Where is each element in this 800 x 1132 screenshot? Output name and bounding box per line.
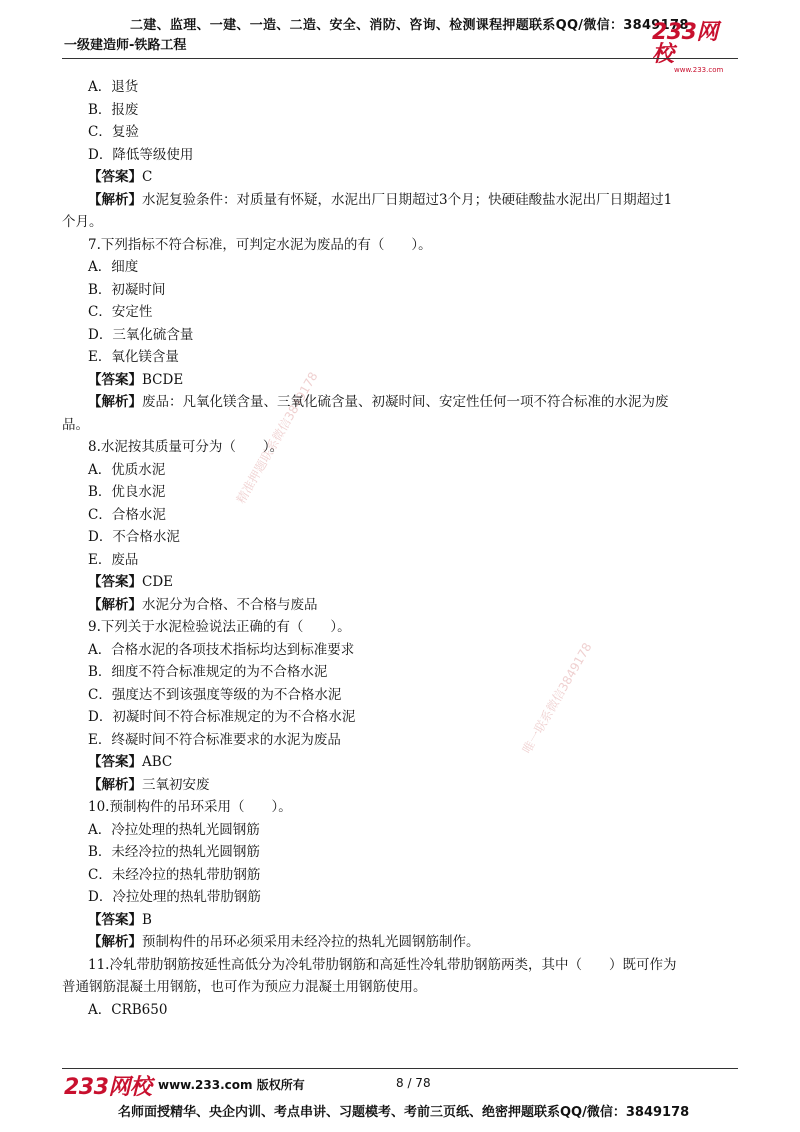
option: D．初凝时间不符合标准规定的为不合格水泥 <box>88 709 356 725</box>
explanation-line <box>62 931 738 954</box>
page-number: 8 / 78 <box>396 1076 431 1090</box>
explanation-label: 【解析】 <box>88 776 142 793</box>
option: B．报废 <box>88 101 139 118</box>
answer-label: 【答案】 <box>88 574 142 590</box>
answer-line <box>62 571 738 594</box>
header-promo-text: 二建、监理、一建、一造、二造、安全、消防、咨询、检测课程押题联系QQ/微信：3849178 <box>130 18 689 33</box>
logo-url: www.233.com <box>674 66 724 74</box>
watermark: 精准押题联系微信3849178 <box>233 369 321 506</box>
option: A．冷拉处理的热轧光圆钢筋 <box>88 821 260 838</box>
explanation-label: 【解析】 <box>88 394 142 410</box>
option: C．复验 <box>88 124 139 140</box>
footer-logo[interactable]: 233网校 <box>64 1075 152 1100</box>
option: A．优质水泥 <box>88 461 166 478</box>
answer-line <box>62 166 738 189</box>
question-stem: 8.水泥按其质量可分为（ ）。 <box>88 439 284 455</box>
option: D．三氧化硫含量 <box>88 326 194 343</box>
explanation-label: 【解析】 <box>88 596 142 613</box>
logo-text: 233网校 <box>652 20 718 67</box>
answer-value: C <box>142 169 153 185</box>
explanation-line <box>62 774 738 797</box>
explanation-text: 三氧初安废 <box>142 776 210 793</box>
explanation-label: 【解析】 <box>88 934 142 950</box>
explanation-line <box>62 391 738 414</box>
option: C．强度达不到该强度等级的为不合格水泥 <box>88 686 342 703</box>
answer-value: BCDE <box>142 371 184 388</box>
footer-promo-text: 名师面授精华、央企内训、考点串讲、习题模考、考前三页纸、绝密押题联系QQ/微信：3849178 <box>118 1105 690 1120</box>
option: C．合格水泥 <box>88 506 166 523</box>
watermark: 唯一联系微信3849178 <box>519 640 595 756</box>
question-stem: 7.下列指标不符合标准，可判定水泥为废品的有（ ）。 <box>88 236 432 253</box>
option: B．细度不符合标准规定的为不合格水泥 <box>88 664 328 680</box>
option: B．未经冷拉的热轧光圆钢筋 <box>88 844 260 860</box>
option: D．冷拉处理的热轧带肋钢筋 <box>88 889 261 905</box>
document-body <box>62 76 738 1021</box>
site-logo[interactable] <box>652 20 736 74</box>
explanation-label: 【解析】 <box>88 191 142 208</box>
header-rule <box>62 58 738 59</box>
option: C．未经冷拉的热轧带肋钢筋 <box>88 866 261 883</box>
option: B．初凝时间 <box>88 281 166 298</box>
answer-value: CDE <box>142 574 174 590</box>
explanation-line <box>62 594 738 617</box>
answer-line <box>62 369 738 392</box>
option: E．氧化镁含量 <box>88 349 179 365</box>
option: B．优良水泥 <box>88 484 166 500</box>
option: A．细度 <box>88 259 139 275</box>
footer-copyright: www.233.com 版权所有 <box>158 1078 305 1092</box>
question-stem: 10.预制构件的吊环采用（ ）。 <box>88 799 292 815</box>
answer-label: 【答案】 <box>88 169 142 185</box>
explanation-continuation: 品。 <box>62 416 89 433</box>
explanation-text: 预制构件的吊环必须采用未经冷拉的热轧光圆钢筋制作。 <box>142 934 480 950</box>
header-subtitle: 一级建造师-铁路工程 <box>64 38 187 53</box>
answer-value: ABC <box>142 754 173 770</box>
answer-line <box>62 751 738 774</box>
option: C．安定性 <box>88 304 153 320</box>
question-stem-continuation: 普通钢筋混凝土用钢筋，也可作为预应力混凝土用钢筋使用。 <box>62 979 427 995</box>
explanation-text: 水泥复验条件：对质量有怀疑，水泥出厂日期超过3个月；快硬硅酸盐水泥出厂日期超过1 <box>142 191 673 208</box>
answer-label: 【答案】 <box>88 371 142 388</box>
explanation-continuation: 个月。 <box>62 214 103 230</box>
explanation-text: 水泥分为合格、不合格与废品 <box>142 596 318 613</box>
answer-line <box>62 909 738 932</box>
option: A．CRB650 <box>88 1001 168 1018</box>
answer-value: B <box>142 911 152 928</box>
footer-rule <box>62 1068 738 1069</box>
answer-label: 【答案】 <box>88 911 142 928</box>
option: A．退货 <box>88 79 139 95</box>
option: E．废品 <box>88 551 139 568</box>
answer-label: 【答案】 <box>88 754 142 770</box>
question-stem: 9.下列关于水泥检验说法正确的有（ ）。 <box>88 619 351 635</box>
explanation-line <box>62 189 738 212</box>
question-stem: 11.冷轧带肋钢筋按延性高低分为冷轧带肋钢筋和高延性冷轧带肋钢筋两类，其中（ ）既可作为 <box>88 956 677 973</box>
option: D．降低等级使用 <box>88 146 194 163</box>
option: A．合格水泥的各项技术指标均达到标准要求 <box>88 641 355 658</box>
option: E．终凝时间不符合标准要求的水泥为废品 <box>88 731 341 748</box>
option: D．不合格水泥 <box>88 529 180 545</box>
explanation-text: 废品：凡氧化镁含量、三氧化硫含量、初凝时间、安定性任何一项不符合标准的水泥为废 <box>142 394 669 410</box>
